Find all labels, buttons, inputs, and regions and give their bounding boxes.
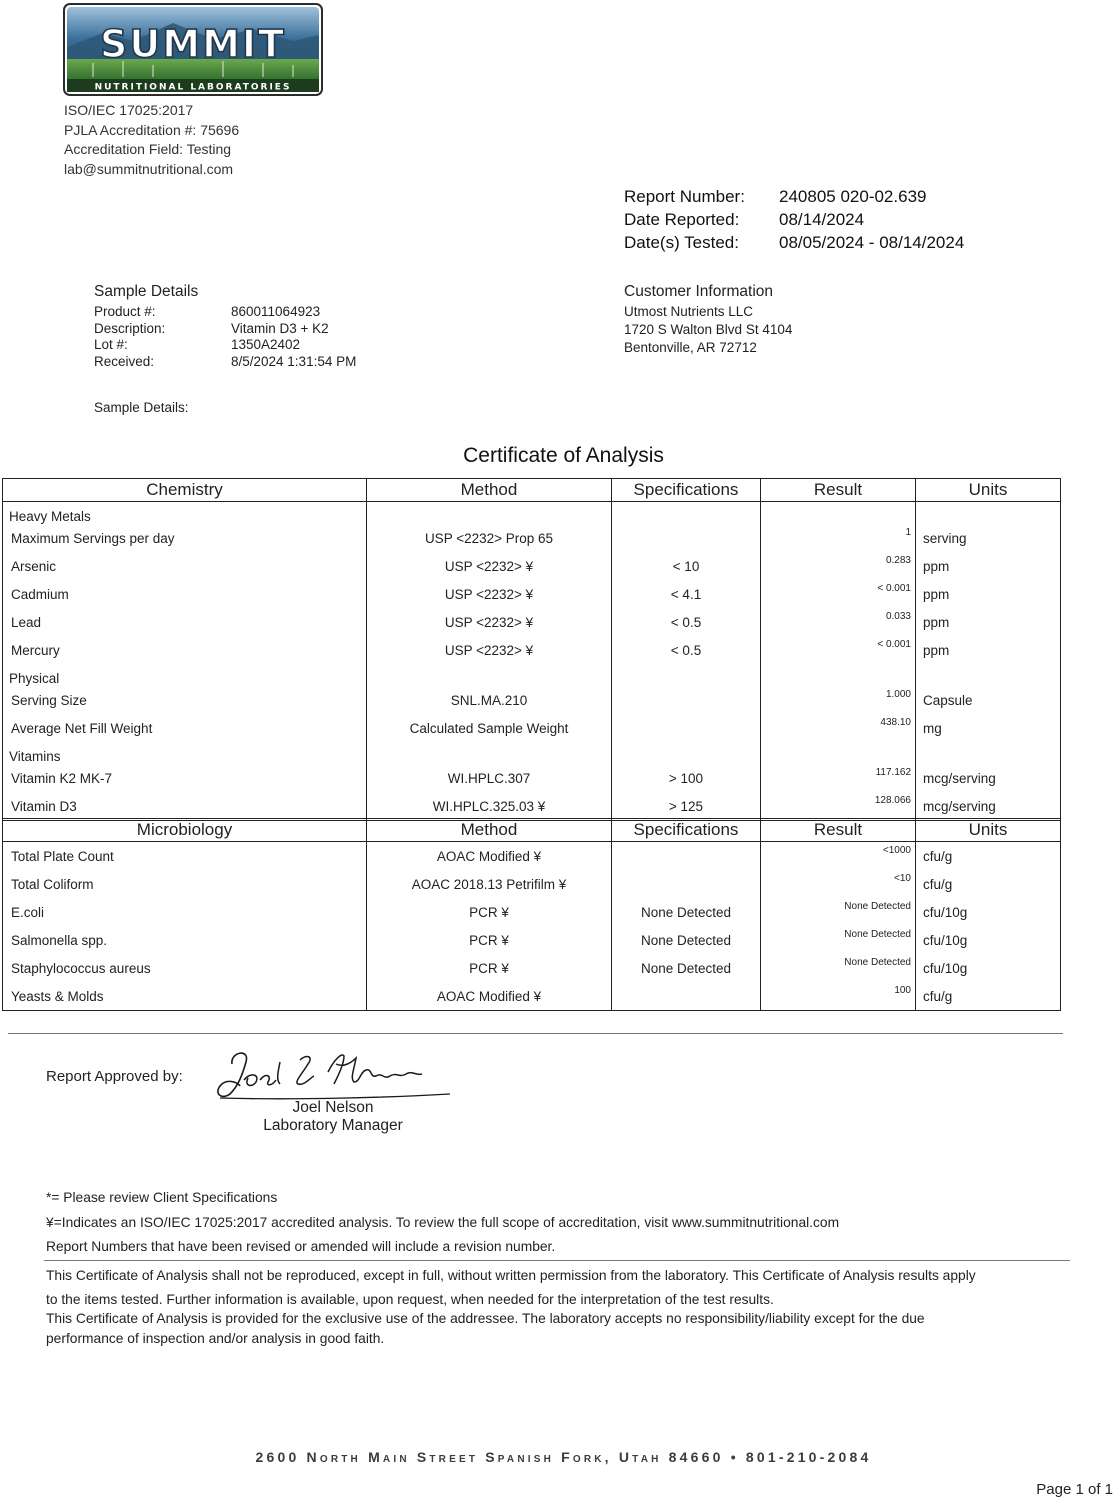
- method-cell: USP <2232> ¥: [367, 608, 612, 636]
- signer-name: Joel Nelson: [292, 1099, 374, 1116]
- result-cell: 1: [761, 524, 916, 552]
- report-meta: [624, 185, 964, 254]
- units-cell: Capsule: [916, 686, 1061, 714]
- dates-tested: 08/05/2024 - 08/14/2024: [779, 233, 965, 252]
- product-label: Product #:: [94, 304, 156, 319]
- date-reported-label: Date Reported:: [624, 210, 740, 229]
- analyte-name: Yeasts & Molds: [3, 982, 367, 1011]
- lab-email: lab@summitnutritional.com: [64, 160, 234, 177]
- result-cell: 0.033: [761, 608, 916, 636]
- sample-details: [94, 283, 356, 370]
- units-cell: ppm: [916, 580, 1061, 608]
- chemistry-group-row: [3, 664, 1061, 686]
- units-cell: serving: [916, 524, 1061, 552]
- microbiology-column-header: Microbiology: [3, 819, 367, 842]
- empty-cell: [367, 742, 612, 764]
- chemistry-row: [3, 714, 1061, 742]
- customer-address-1: 1720 S Walton Blvd St 4104: [624, 322, 793, 337]
- analyte-name: Salmonella spp.: [3, 926, 367, 954]
- lab-accreditation-info: [64, 101, 239, 179]
- sample-details-heading: Sample Details: [94, 283, 199, 300]
- units-cell: mg: [916, 714, 1061, 742]
- empty-cell: [367, 502, 612, 525]
- chemistry-column-header: Result: [761, 479, 916, 502]
- report-number: 240805 020-02.639: [779, 187, 927, 206]
- method-cell: PCR ¥: [367, 898, 612, 926]
- method-cell: USP <2232> ¥: [367, 552, 612, 580]
- approved-by-label: Report Approved by:: [46, 1068, 183, 1085]
- report-number-label: Report Number:: [624, 187, 745, 206]
- microbiology-row: [3, 926, 1061, 954]
- empty-cell: [761, 502, 916, 525]
- analyte-name: Lead: [3, 608, 367, 636]
- result-cell: 0.283: [761, 552, 916, 580]
- disclaimer-line-1: This Certificate of Analysis shall not be reproduced, except in full, without written permission from the laboratory. This Certificate of Analysis results apply: [46, 1268, 976, 1283]
- units-cell: ppm: [916, 608, 1061, 636]
- chemistry-row: [3, 552, 1061, 580]
- units-cell: ppm: [916, 636, 1061, 664]
- analyte-name: Arsenic: [3, 552, 367, 580]
- specification-cell: > 125: [612, 792, 761, 821]
- method-cell: PCR ¥: [367, 954, 612, 982]
- analyte-name: Vitamin D3: [3, 792, 367, 821]
- lot-label: Lot #:: [94, 337, 128, 352]
- customer-name: Utmost Nutrients LLC: [624, 304, 754, 319]
- chemistry-group-row: [3, 502, 1061, 525]
- units-cell: cfu/10g: [916, 954, 1061, 982]
- method-cell: PCR ¥: [367, 926, 612, 954]
- microbiology-row: [3, 842, 1061, 871]
- units-cell: cfu/g: [916, 982, 1061, 1011]
- method-cell: Calculated Sample Weight: [367, 714, 612, 742]
- received-label: Received:: [94, 353, 155, 369]
- units-cell: cfu/g: [916, 870, 1061, 898]
- description: Vitamin D3 + K2: [231, 320, 329, 336]
- chemistry-column-header: Specifications: [612, 479, 761, 502]
- group-label: Physical: [3, 664, 367, 686]
- received-date: 8/5/2024 1:31:54 PM: [231, 353, 357, 369]
- product-number: 860011064923: [231, 304, 321, 319]
- method-cell: USP <2232> Prop 65: [367, 524, 612, 552]
- specification-cell: < 0.5: [612, 636, 761, 664]
- microbiology-header-row: [3, 819, 1061, 842]
- group-label: Heavy Metals: [3, 502, 367, 525]
- accreditation-number: PJLA Accreditation #: 75696: [64, 121, 240, 138]
- specification-cell: None Detected: [612, 898, 761, 926]
- result-cell: None Detected: [761, 926, 916, 954]
- result-cell: None Detected: [761, 898, 916, 926]
- analyte-name: Maximum Servings per day: [3, 524, 367, 552]
- result-cell: 438.10: [761, 714, 916, 742]
- disclaimer-line-4: performance of inspection and/or analysis in good faith.: [46, 1330, 385, 1346]
- specification-cell: > 100: [612, 764, 761, 792]
- page-number: Page 1 of 1: [1036, 1481, 1113, 1498]
- microbiology-table: [2, 818, 1061, 1011]
- chemistry-row: [3, 686, 1061, 714]
- units-cell: ppm: [916, 552, 1061, 580]
- chemistry-table: [2, 478, 1061, 821]
- chemistry-group-row: [3, 742, 1061, 764]
- method-cell: USP <2232> ¥: [367, 580, 612, 608]
- chemistry-header-row: [3, 479, 1061, 502]
- svg-text:NUTRITIONAL LABORATORIES: NUTRITIONAL LABORATORIES: [94, 82, 292, 93]
- microbiology-column-header: Specifications: [612, 819, 761, 842]
- dates-tested-label: Date(s) Tested:: [624, 233, 739, 252]
- microbiology-row: [3, 870, 1061, 898]
- analyte-name: E.coli: [3, 898, 367, 926]
- customer-address-2: Bentonville, AR 72712: [624, 340, 757, 355]
- customer-heading: Customer Information: [624, 283, 774, 300]
- units-cell: cfu/g: [916, 842, 1061, 871]
- specification-cell: < 10: [612, 552, 761, 580]
- microbiology-column-header: Method: [367, 819, 612, 842]
- chemistry-row: [3, 580, 1061, 608]
- result-cell: < 0.001: [761, 636, 916, 664]
- method-cell: AOAC 2018.13 Petrifilm ¥: [367, 870, 612, 898]
- chemistry-row: [3, 636, 1061, 664]
- chemistry-row: [3, 792, 1061, 821]
- units-cell: cfu/10g: [916, 898, 1061, 926]
- method-cell: USP <2232> ¥: [367, 636, 612, 664]
- description-label: Description:: [94, 320, 166, 336]
- result-cell: < 0.001: [761, 580, 916, 608]
- analyte-name: Vitamin K2 MK-7: [3, 764, 367, 792]
- result-cell: 100: [761, 982, 916, 1011]
- method-cell: AOAC Modified ¥: [367, 982, 612, 1011]
- disclaimer-line-3: This Certificate of Analysis is provided for the exclusive use of the addressee. The laboratory accepts no responsibility/liability except for the due: [46, 1311, 925, 1326]
- specification-cell: [612, 870, 761, 898]
- certificate-title: Certificate of Analysis: [463, 444, 664, 467]
- chemistry-column-header: Method: [367, 479, 612, 502]
- specification-cell: [612, 982, 761, 1011]
- method-cell: WI.HPLC.325.03 ¥: [367, 792, 612, 821]
- result-cell: <1000: [761, 842, 916, 871]
- disclaimer-divider: [44, 1260, 1070, 1261]
- footer-address: 2600 North Main Street Spanish Fork, Utah 84660 • 801-210-2084: [255, 1449, 872, 1465]
- chemistry-row: [3, 764, 1061, 792]
- microbiology-row: [3, 954, 1061, 982]
- empty-cell: [916, 742, 1061, 764]
- accreditation-field: Accreditation Field: Testing: [64, 141, 232, 157]
- signature: [210, 1042, 455, 1104]
- lot-number: 1350A2402: [231, 337, 301, 352]
- result-cell: None Detected: [761, 954, 916, 982]
- analyte-name: Mercury: [3, 636, 367, 664]
- empty-cell: [612, 502, 761, 525]
- chemistry-row: [3, 524, 1061, 552]
- result-cell: 117.162: [761, 764, 916, 792]
- signer-role: Laboratory Manager: [263, 1117, 403, 1134]
- method-cell: AOAC Modified ¥: [367, 842, 612, 871]
- analyte-name: Average Net Fill Weight: [3, 714, 367, 742]
- specification-cell: None Detected: [612, 926, 761, 954]
- date-reported: 08/14/2024: [779, 210, 865, 229]
- note-client-specifications: *= Please review Client Specifications: [46, 1190, 278, 1205]
- result-cell: 1.000: [761, 686, 916, 714]
- svg-text:SUMMIT: SUMMIT: [100, 22, 286, 66]
- specification-cell: < 4.1: [612, 580, 761, 608]
- empty-cell: [761, 664, 916, 686]
- method-cell: WI.HPLC.307: [367, 764, 612, 792]
- specification-cell: None Detected: [612, 954, 761, 982]
- sample-details-note: Sample Details:: [94, 400, 189, 415]
- empty-cell: [916, 664, 1061, 686]
- specification-cell: [612, 842, 761, 871]
- units-cell: mcg/serving: [916, 764, 1061, 792]
- analyte-name: Serving Size: [3, 686, 367, 714]
- signer: [220, 1099, 446, 1135]
- analyte-name: Staphylococcus aureus: [3, 954, 367, 982]
- empty-cell: [367, 664, 612, 686]
- empty-cell: [916, 502, 1061, 525]
- result-cell: 128.066: [761, 792, 916, 821]
- chemistry-column-header: Units: [916, 479, 1061, 502]
- chemistry-row: [3, 608, 1061, 636]
- specification-cell: [612, 524, 761, 552]
- note-revisions: Report Numbers that have been revised or amended will include a revision number.: [46, 1239, 556, 1254]
- footnotes: [46, 1186, 839, 1260]
- disclaimer-line-2: to the items tested. Further information is available, upon request, when needed for the interpretation of the test results.: [46, 1291, 774, 1307]
- empty-cell: [612, 664, 761, 686]
- analyte-name: Cadmium: [3, 580, 367, 608]
- specification-cell: [612, 714, 761, 742]
- customer-information: [624, 283, 792, 357]
- chemistry-column-header: Chemistry: [3, 479, 367, 502]
- group-label: Vitamins: [3, 742, 367, 764]
- specification-cell: [612, 686, 761, 714]
- summit-logo: [63, 3, 323, 96]
- specification-cell: < 0.5: [612, 608, 761, 636]
- empty-cell: [612, 742, 761, 764]
- microbiology-column-header: Result: [761, 819, 916, 842]
- result-cell: <10: [761, 870, 916, 898]
- units-cell: cfu/10g: [916, 926, 1061, 954]
- microbiology-column-header: Units: [916, 819, 1061, 842]
- divider: [8, 1033, 1063, 1034]
- analyte-name: Total Coliform: [3, 870, 367, 898]
- method-cell: SNL.MA.210: [367, 686, 612, 714]
- units-cell: mcg/serving: [916, 792, 1061, 821]
- iso-standard: ISO/IEC 17025:2017: [64, 102, 194, 118]
- microbiology-row: [3, 982, 1061, 1011]
- empty-cell: [761, 742, 916, 764]
- disclaimer: [46, 1266, 1056, 1348]
- microbiology-row: [3, 898, 1061, 926]
- analyte-name: Total Plate Count: [3, 842, 367, 871]
- note-accredited-analysis: ¥=Indicates an ISO/IEC 17025:2017 accredited analysis. To review the full scope of accreditation, visit www.summitnutritional.com: [46, 1214, 840, 1230]
